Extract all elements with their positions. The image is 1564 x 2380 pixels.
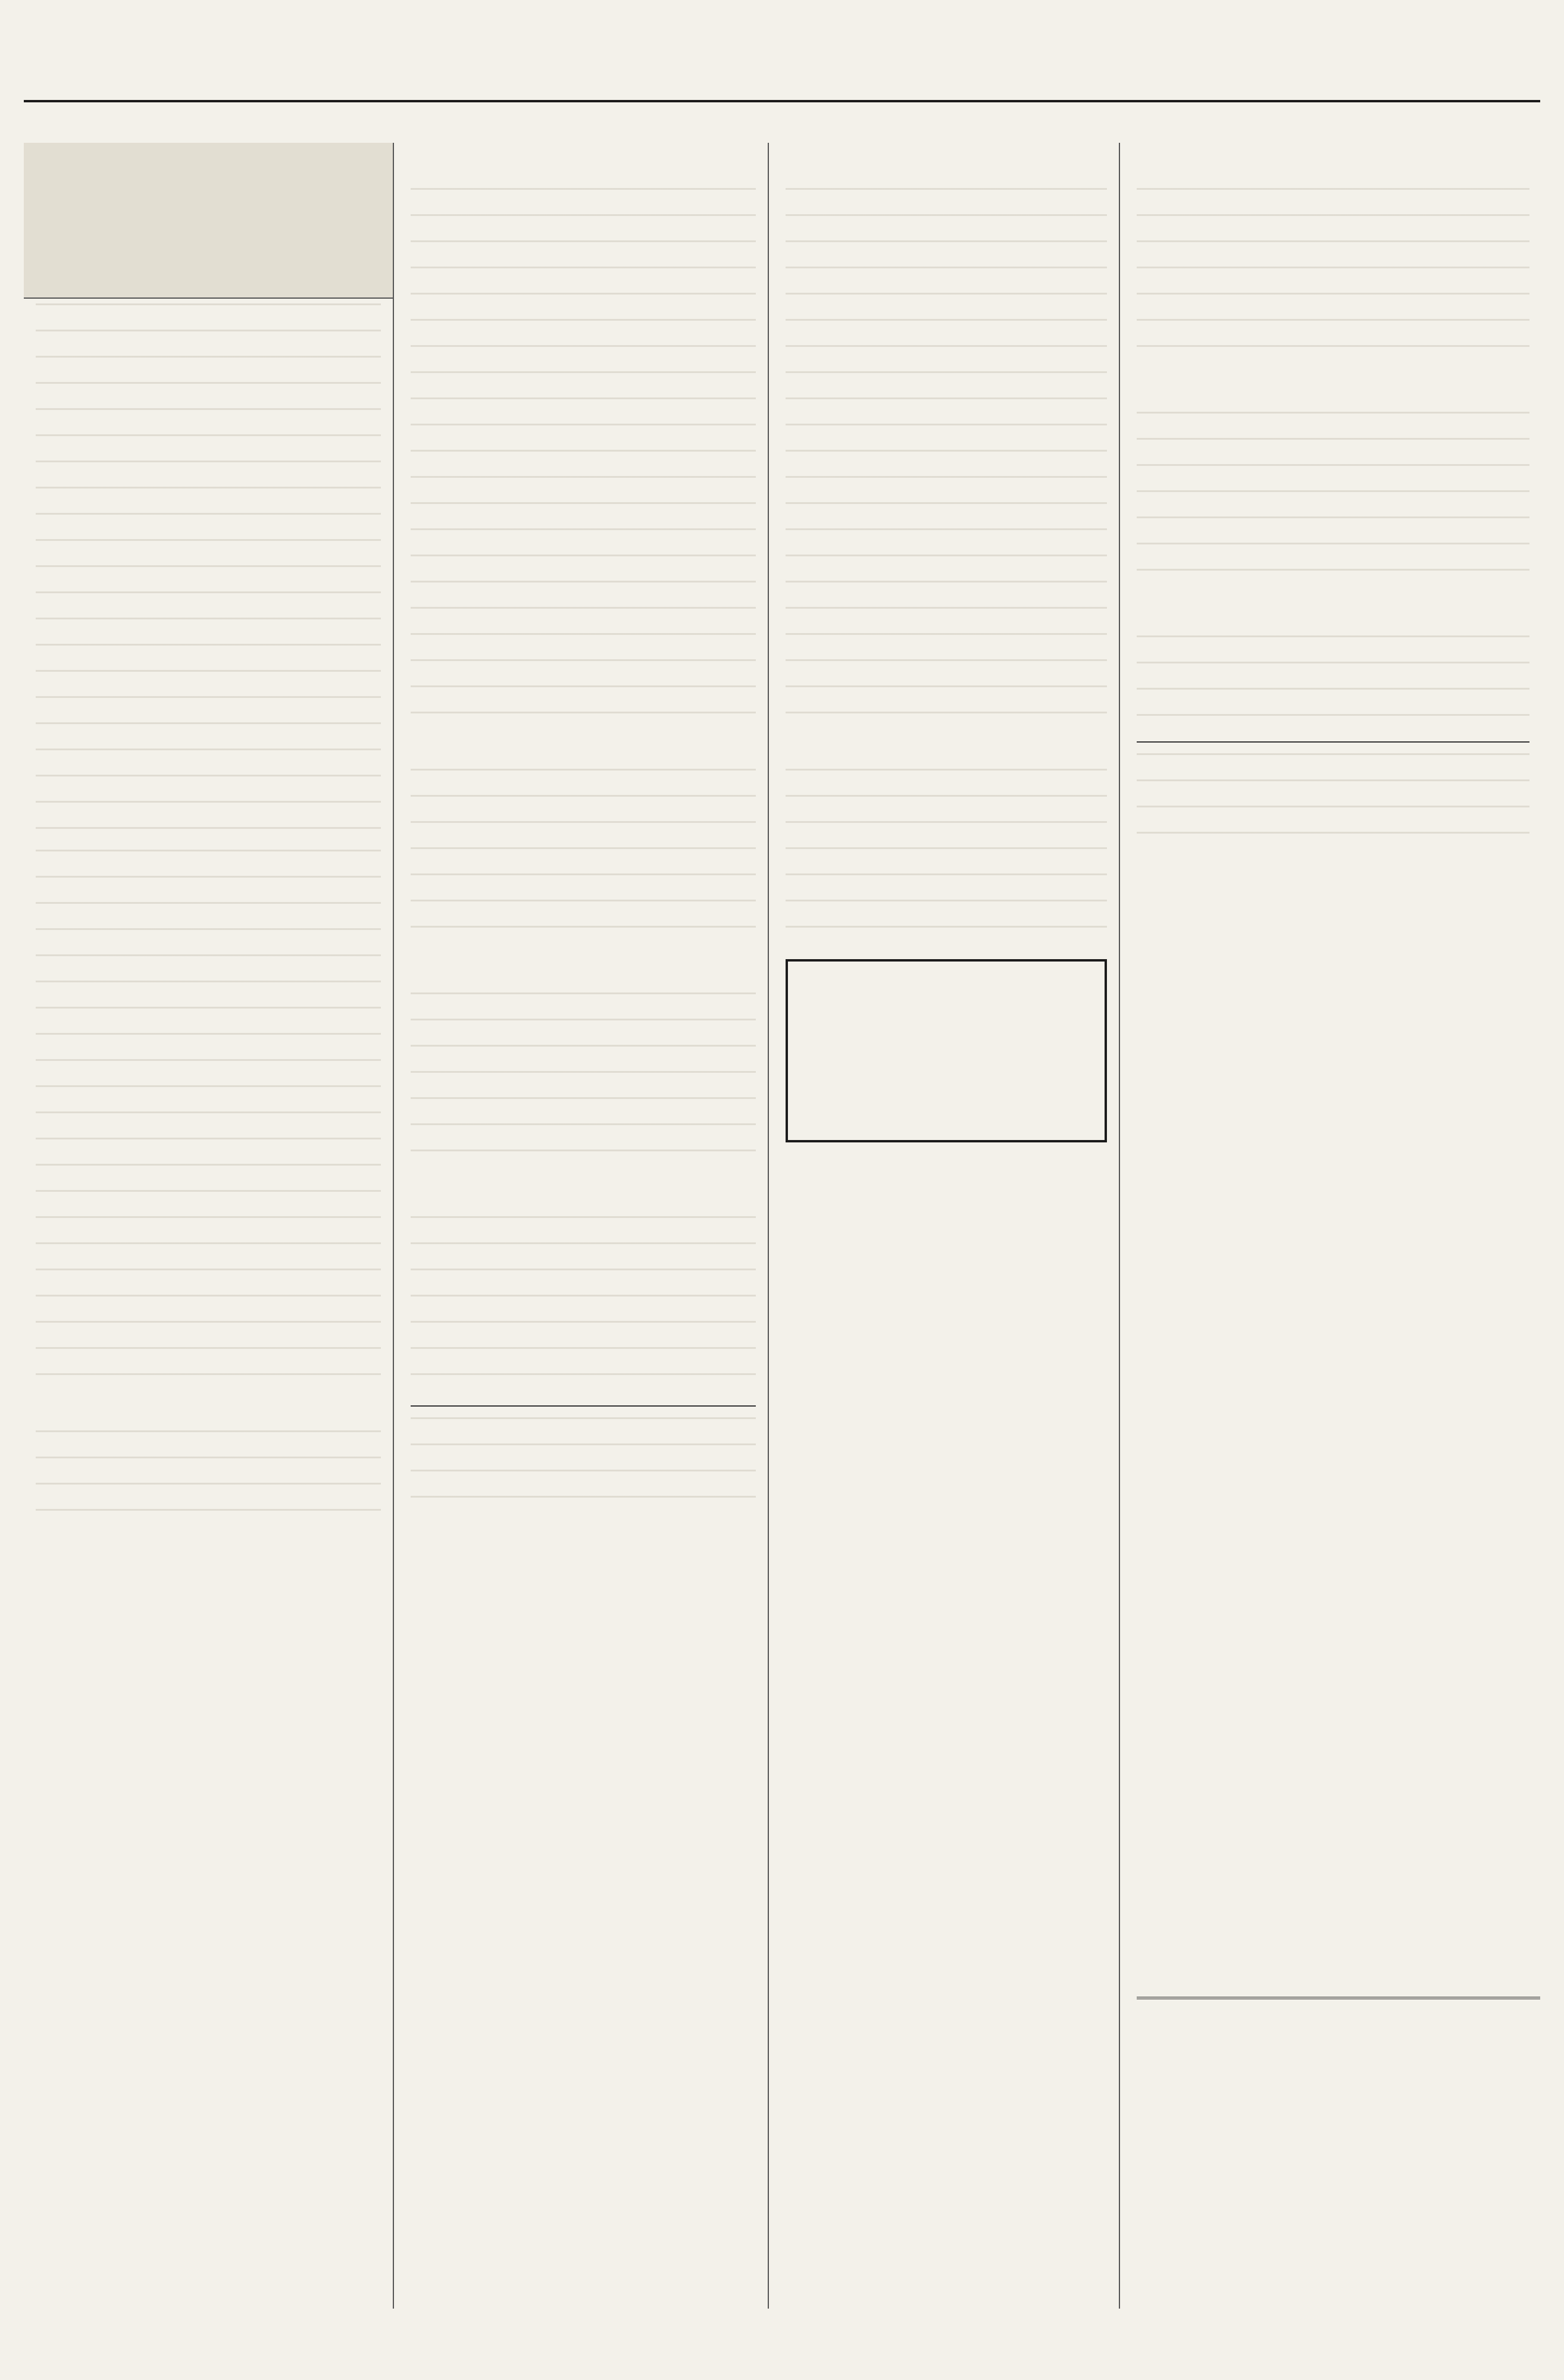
article-body xyxy=(1137,635,1529,731)
headline xyxy=(411,962,756,985)
headline xyxy=(786,738,1107,762)
column-2 xyxy=(399,143,769,2309)
headline xyxy=(1137,381,1529,405)
article-body xyxy=(786,188,1107,724)
article-body xyxy=(411,769,756,947)
publisher-imprint xyxy=(1137,1997,1540,2309)
article-body xyxy=(411,1216,756,1395)
article-body xyxy=(36,1430,381,1526)
headline xyxy=(411,738,756,762)
headline xyxy=(36,1399,381,1423)
headline xyxy=(411,1185,756,1209)
headline xyxy=(786,157,1107,181)
appeal-note xyxy=(411,1417,756,1512)
article-body xyxy=(411,188,756,724)
advertisement-box xyxy=(786,959,1107,1142)
column-3 xyxy=(774,143,1120,2309)
divider xyxy=(411,1405,756,1407)
article-body xyxy=(786,769,1107,947)
news-briefs xyxy=(36,303,381,839)
article-body xyxy=(1137,188,1529,367)
column-4 xyxy=(1125,143,1541,2309)
masthead-rule xyxy=(24,100,1540,102)
divider xyxy=(1137,741,1529,743)
administration-addresses xyxy=(1137,753,1529,848)
headline xyxy=(411,157,756,181)
column-1 xyxy=(24,143,394,2309)
article-body xyxy=(1137,412,1529,590)
section-heading xyxy=(1137,157,1529,181)
headline xyxy=(1137,605,1529,628)
article-body xyxy=(411,992,756,1171)
news-briefs-continued xyxy=(36,850,381,1385)
